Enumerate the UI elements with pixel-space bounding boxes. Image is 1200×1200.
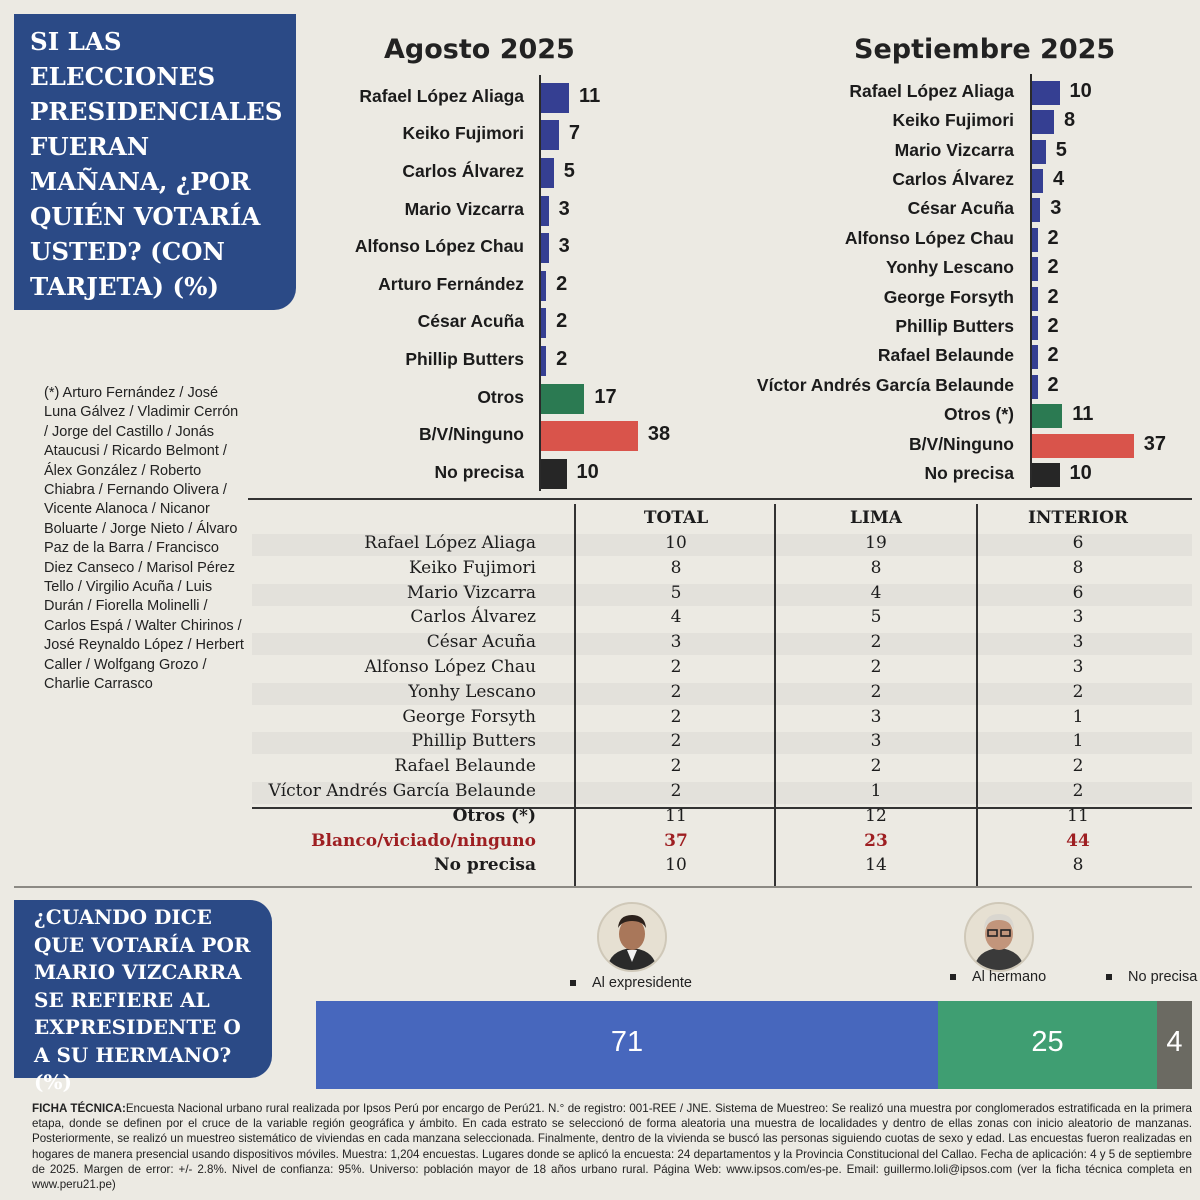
september-value: 37	[1143, 432, 1166, 455]
september-value: 2	[1047, 256, 1059, 279]
september-value: 2	[1047, 285, 1059, 308]
september-title: Septiembre 2025	[854, 34, 1116, 65]
table-cell: 2	[670, 731, 682, 752]
table-cell: 5	[670, 582, 682, 603]
september-bar	[1032, 140, 1046, 164]
august-bar	[541, 459, 567, 489]
september-bar	[1032, 81, 1060, 105]
table-cell: 2	[670, 756, 682, 777]
september-bar	[1032, 404, 1062, 428]
table-row-name: Víctor Andrés García Belaunde	[268, 781, 536, 801]
september-bar	[1032, 228, 1038, 252]
legend-square-icon	[950, 974, 956, 980]
table-row-name: Phillip Butters	[411, 731, 536, 752]
august-label: Mario Vizcarra	[404, 198, 524, 219]
september-label: Víctor Andrés García Belaunde	[756, 374, 1014, 395]
table-cell: 2	[870, 657, 882, 677]
vizcarra-question: ¿CUANDO DICE QUE VOTARÍA POR MARIO VIZCARRA SE REFIERE AL EXPRESIDENTE O A SU HERMANO? (%)	[34, 905, 251, 1094]
technical-sheet-label: FICHA TÉCNICA:	[32, 1102, 126, 1115]
august-label: César Acuña	[417, 311, 524, 332]
table-row-name: César Acuña	[426, 632, 536, 653]
stacked-value: 4	[1166, 1026, 1183, 1058]
table-cell: 3	[870, 731, 882, 752]
table-cell: 3	[870, 706, 882, 727]
table-cell: 2	[1072, 681, 1084, 702]
september-label: Rafael Belaunde	[877, 345, 1014, 366]
september-bar	[1032, 198, 1040, 222]
table-cell: 1	[1072, 731, 1084, 752]
table-cell: 2	[870, 681, 882, 702]
table-header: LIMA	[850, 508, 902, 528]
table-cell: 8	[1072, 855, 1084, 876]
vizcarra-question-box	[14, 900, 272, 1094]
table-cell: 2	[870, 756, 882, 777]
table-cell: 4	[870, 582, 882, 603]
brother-portrait	[964, 902, 1034, 972]
expresident-portrait	[597, 902, 667, 972]
august-value: 5	[563, 160, 575, 182]
august-label: Keiko Fujimori	[402, 123, 524, 144]
august-label: Arturo Fernández	[378, 273, 524, 294]
table-cell: 6	[1072, 582, 1084, 603]
table-cell: 11	[1067, 805, 1089, 826]
august-label: Alfonso López Chau	[354, 236, 524, 257]
august-value: 2	[556, 310, 568, 333]
table-cell: 23	[864, 830, 888, 851]
september-label: Rafael López Aliaga	[849, 80, 1014, 101]
table-row-name: Carlos Álvarez	[410, 607, 536, 628]
august-bar	[541, 83, 569, 113]
table-cell: 4	[670, 607, 682, 628]
september-value: 5	[1055, 138, 1067, 161]
september-value: 2	[1047, 344, 1059, 367]
august-bar	[541, 271, 546, 301]
september-value: 8	[1064, 109, 1076, 132]
september-label: George Forsyth	[883, 286, 1014, 307]
table-cell: 19	[865, 533, 887, 553]
legend-square-icon	[570, 980, 576, 986]
table-cell: 14	[865, 855, 887, 876]
september-label: B/V/Ninguno	[909, 433, 1014, 454]
september-label: César Acuña	[907, 198, 1014, 219]
table-cell: 6	[1072, 533, 1084, 553]
august-label: B/V/Ninguno	[419, 424, 524, 445]
table-cell: 8	[870, 557, 882, 578]
august-bar	[541, 308, 546, 338]
table-cell: 12	[865, 805, 887, 826]
september-value: 11	[1072, 403, 1094, 426]
september-bar	[1032, 434, 1134, 458]
table-cell: 2	[670, 781, 682, 801]
september-value: 4	[1053, 167, 1065, 190]
september-bar	[1032, 375, 1038, 399]
legend-square-icon	[1106, 974, 1112, 980]
table-cell: 5	[870, 607, 882, 628]
september-label: No precisa	[924, 462, 1014, 483]
table-cell: 2	[670, 681, 682, 702]
september-label: Mario Vizcarra	[894, 139, 1014, 160]
table-cell: 11	[665, 805, 687, 826]
september-value: 2	[1047, 373, 1059, 396]
september-bar	[1032, 169, 1043, 193]
september-bar	[1032, 316, 1038, 340]
others-footnote: (*) Arturo Fernández / José Luna Gálvez / Vladimir Cerrón / Jorge del Castillo / Jonás Ataucusi / Ricardo Belmont / Álex González / Roberto Chiabra / Fernando Olivera / Vicente Alanoca / Nicanor Boluarte / Jorge Nieto / Álvaro Paz de la Barra / Francisco Diez Canseco / Marisol Pérez Tello / Virgilio Acuña / Luis Durán / Fiorella Molinelli / Carlos Espá / Walter Chirinos / José Reynaldo López / Herbert Caller / Wolfgang Grozo / Charlie Carrasco	[44, 385, 244, 693]
august-label: Phillip Butters	[405, 349, 524, 369]
august-value: 3	[558, 197, 570, 220]
september-label: Yonhy Lescano	[885, 257, 1014, 278]
august-value: 38	[647, 423, 671, 446]
august-bar	[541, 120, 559, 150]
august-value: 2	[556, 272, 568, 295]
august-title: Agosto 2025	[384, 34, 575, 65]
table-cell: 2	[1072, 781, 1084, 801]
table-row-name: Blanco/viciado/ninguno	[311, 830, 536, 851]
august-value: 10	[576, 460, 599, 483]
table-header: TOTAL	[643, 508, 709, 528]
september-bar	[1032, 110, 1054, 134]
september-label: Otros (*)	[944, 404, 1014, 425]
table-row-name: No precisa	[434, 855, 536, 876]
table-row-name: Keiko Fujimori	[408, 557, 536, 578]
table-cell: 8	[1072, 557, 1084, 578]
table-row-name: Otros (*)	[452, 805, 536, 826]
table-cell: 2	[870, 632, 882, 653]
august-value: 3	[558, 235, 570, 258]
stacked-value: 25	[1031, 1026, 1064, 1058]
technical-sheet-text: Encuesta Nacional urbano rural realizada por Ipsos Perú por encargo de Perú21. N.° de registro: 001-REE / JNE. Sistema de Muestreo: Se realizó una muestra por conglomerados estratificada en la primera etapa, donde se definen por el cruce de la variable región geográfica y ámbito. En cada estrato se seleccionó de forma aleatoria una muestra de localidades y dentro de ellas zonas con inicio aleatorio de manzanas. Posteriormente, se realizó un muestreo sistemático de viviendas en cada manzana seleccionada. Finalmente, dentro de la vivienda se buscó las personas siguiendo cuotas de sexo y edad. Las encuestas fueron realizadas en hogares de manera presencial usando dispositivos móviles. Muestra: 1,204 encuestas. Lugares donde se aplicó la encuesta: 24 departamentos y la Provincia Constitucional del Callao. Fecha de aplicación: 4 y 5 de septiembre de 2025. Margen de error: +/- 2.8%. Nivel de confianza: 95%. Universo: población mayor de 18 años urbano rural. Página Web: www.ipsos.com/es-pe. Email: guillermo.loli@ipsos.com (ver la ficha técnica completa en www.peru21.pe)	[32, 1102, 1192, 1192]
september-label: Alfonso López Chau	[844, 227, 1014, 248]
table-cell: 10	[665, 855, 687, 876]
legend-hermano	[950, 969, 1046, 985]
august-bar	[541, 346, 546, 376]
august-label: Rafael López Aliaga	[359, 85, 524, 106]
september-bar	[1032, 463, 1060, 487]
table-cell: 3	[1072, 657, 1084, 677]
august-label: Otros	[477, 386, 524, 407]
august-label: Carlos Álvarez	[402, 161, 524, 181]
august-value: 11	[579, 84, 601, 107]
august-value: 7	[568, 122, 580, 145]
august-bar	[541, 196, 549, 226]
table-row-name: Mario Vizcarra	[406, 582, 536, 603]
september-value: 10	[1069, 461, 1092, 484]
table-cell: 1	[870, 781, 882, 801]
table-row-name: Alfonso López Chau	[364, 657, 536, 677]
september-bar	[1032, 287, 1038, 311]
table-cell: 2	[670, 657, 682, 677]
table-row-name: Rafael Belaunde	[394, 756, 536, 777]
table-row-name: George Forsyth	[402, 706, 536, 727]
september-value: 3	[1050, 197, 1062, 220]
september-value: 2	[1047, 314, 1059, 337]
september-bar	[1032, 257, 1038, 281]
september-value: 2	[1047, 226, 1059, 249]
september-label: Phillip Butters	[895, 315, 1014, 336]
august-bar	[541, 233, 549, 263]
august-bar	[541, 384, 584, 414]
table-cell: 37	[664, 830, 688, 851]
table-cell: 10	[665, 533, 687, 553]
table-cell: 3	[1072, 607, 1084, 628]
august-value: 17	[594, 385, 617, 408]
legend-hermano-label: Al hermano	[972, 969, 1047, 985]
september-label: Keiko Fujimori	[892, 110, 1014, 131]
august-label: No precisa	[434, 461, 524, 482]
chart-title: SI LAS ELECCIONES PRESIDENCIALES FUERAN MAÑANA, ¿POR QUIÉN VOTARÍA USTED? (CON TARJETA) (%)	[30, 27, 283, 301]
table-cell: 44	[1066, 830, 1090, 851]
august-value: 2	[556, 348, 568, 370]
table-cell: 1	[1072, 706, 1084, 727]
table-cell: 3	[670, 632, 682, 653]
table-row-name: Yonhy Lescano	[408, 681, 536, 702]
september-bar	[1032, 345, 1038, 369]
stacked-value: 71	[610, 1026, 644, 1058]
technical-sheet	[32, 1101, 1192, 1192]
table-top-divider	[248, 498, 1192, 500]
table-cell: 2	[1072, 756, 1084, 777]
legend-no-precisa-label: No precisa	[1128, 969, 1198, 985]
august-bar	[541, 421, 638, 451]
section-divider	[14, 886, 1192, 888]
september-label: Carlos Álvarez	[892, 168, 1014, 189]
chart-title-box	[14, 14, 296, 310]
legend-expresidente-label: Al expresidente	[592, 975, 692, 991]
table-cell: 2	[670, 706, 682, 727]
table-row-name: Rafael López Aliaga	[364, 533, 536, 553]
table-cell: 3	[1072, 632, 1084, 653]
legend-no-precisa	[1106, 969, 1197, 985]
september-value: 10	[1069, 79, 1092, 102]
table-cell: 8	[670, 557, 682, 578]
legend-expresidente	[570, 975, 692, 991]
august-bar	[541, 158, 554, 188]
table-header: INTERIOR	[1027, 508, 1129, 528]
